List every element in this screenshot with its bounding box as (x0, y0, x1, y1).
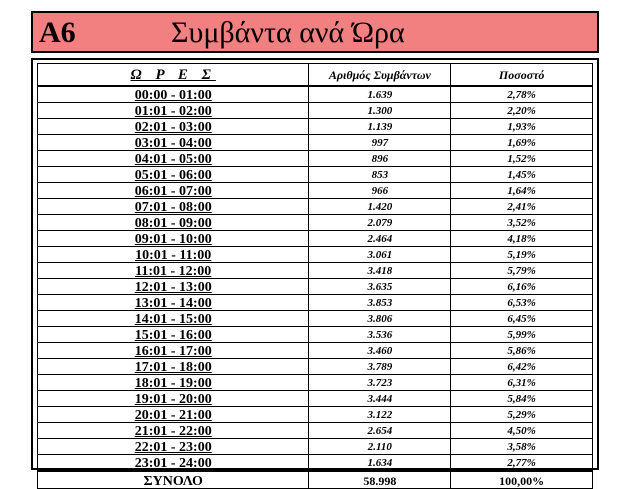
percent-cell: 1,69% (451, 135, 593, 151)
hour-cell: 23:01 - 24:00 (38, 455, 309, 472)
incidents-table (37, 63, 593, 489)
hour-cell: 11:01 - 12:00 (38, 263, 309, 279)
hour-cell: 05:01 - 06:00 (38, 167, 309, 183)
percent-cell: 5,99% (451, 327, 593, 343)
count-cell: 3.460 (309, 343, 451, 359)
table-row (38, 327, 593, 343)
table-row (38, 455, 593, 472)
hour-cell: 08:01 - 09:00 (38, 215, 309, 231)
table-body (38, 86, 593, 471)
percent-cell: 1,93% (451, 119, 593, 135)
header-percent: Ποσοστό (451, 64, 593, 87)
hour-cell: 16:01 - 17:00 (38, 343, 309, 359)
hour-cell: 10:01 - 11:00 (38, 247, 309, 263)
table-row (38, 279, 593, 295)
table-row (38, 103, 593, 119)
table-row (38, 391, 593, 407)
hour-cell: 06:01 - 07:00 (38, 183, 309, 199)
hour-cell: 21:01 - 22:00 (38, 423, 309, 439)
table-row (38, 343, 593, 359)
percent-cell: 5,84% (451, 391, 593, 407)
percent-cell: 5,79% (451, 263, 593, 279)
count-cell: 2.110 (309, 439, 451, 455)
table-row (38, 151, 593, 167)
page-title: Συμβάντα ανά Ώρα (171, 16, 405, 49)
table-row (38, 215, 593, 231)
table-row (38, 247, 593, 263)
hour-cell: 04:01 - 05:00 (38, 151, 309, 167)
total-label: ΣΥΝΟΛΟ (38, 471, 309, 489)
table-row (38, 439, 593, 455)
count-cell: 1.634 (309, 455, 451, 472)
percent-cell: 4,18% (451, 231, 593, 247)
total-count: 58.998 (309, 471, 451, 489)
count-cell: 2.654 (309, 423, 451, 439)
table-row (38, 311, 593, 327)
count-cell: 2.464 (309, 231, 451, 247)
percent-cell: 5,86% (451, 343, 593, 359)
table-row (38, 231, 593, 247)
percent-cell: 1,45% (451, 167, 593, 183)
count-cell: 1.639 (309, 86, 451, 103)
count-cell: 853 (309, 167, 451, 183)
table-row (38, 295, 593, 311)
percent-cell: 6,45% (451, 311, 593, 327)
hour-cell: 03:01 - 04:00 (38, 135, 309, 151)
percent-cell: 5,29% (451, 407, 593, 423)
table-code: A6 (39, 16, 76, 49)
table-row (38, 135, 593, 151)
percent-cell: 1,52% (451, 151, 593, 167)
hour-cell: 01:01 - 02:00 (38, 103, 309, 119)
table-row (38, 199, 593, 215)
count-cell: 966 (309, 183, 451, 199)
hour-cell: 14:01 - 15:00 (38, 311, 309, 327)
count-cell: 997 (309, 135, 451, 151)
table-row (38, 359, 593, 375)
table-row (38, 375, 593, 391)
total-percent: 100,00% (451, 471, 593, 489)
table-row (38, 183, 593, 199)
count-cell: 3.061 (309, 247, 451, 263)
count-cell: 3.723 (309, 375, 451, 391)
hour-cell: 19:01 - 20:00 (38, 391, 309, 407)
table-row (38, 423, 593, 439)
percent-cell: 6,42% (451, 359, 593, 375)
count-cell: 1.300 (309, 103, 451, 119)
count-cell: 2.079 (309, 215, 451, 231)
hour-cell: 13:01 - 14:00 (38, 295, 309, 311)
percent-cell: 6,16% (451, 279, 593, 295)
hour-cell: 07:01 - 08:00 (38, 199, 309, 215)
count-cell: 3.122 (309, 407, 451, 423)
title-bar (31, 11, 599, 53)
percent-cell: 6,53% (451, 295, 593, 311)
hour-cell: 17:01 - 18:00 (38, 359, 309, 375)
hour-cell: 00:00 - 01:00 (38, 86, 309, 103)
header-hours: Ω Ρ Ε Σ (38, 64, 309, 87)
count-cell: 1.139 (309, 119, 451, 135)
percent-cell: 2,41% (451, 199, 593, 215)
table-row (38, 407, 593, 423)
header-row (38, 64, 593, 87)
table-row (38, 167, 593, 183)
header-count: Αριθμός Συμβάντων (309, 64, 451, 87)
count-cell: 3.418 (309, 263, 451, 279)
percent-cell: 3,52% (451, 215, 593, 231)
count-cell: 3.635 (309, 279, 451, 295)
hour-cell: 18:01 - 19:00 (38, 375, 309, 391)
table-row (38, 263, 593, 279)
hour-cell: 20:01 - 21:00 (38, 407, 309, 423)
hour-cell: 09:01 - 10:00 (38, 231, 309, 247)
count-cell: 3.853 (309, 295, 451, 311)
percent-cell: 2,77% (451, 455, 593, 472)
table-row (38, 119, 593, 135)
table-frame (31, 58, 599, 489)
count-cell: 3.806 (309, 311, 451, 327)
percent-cell: 5,19% (451, 247, 593, 263)
hour-cell: 12:01 - 13:00 (38, 279, 309, 295)
count-cell: 3.789 (309, 359, 451, 375)
percent-cell: 1,64% (451, 183, 593, 199)
percent-cell: 2,78% (451, 86, 593, 103)
count-cell: 3.536 (309, 327, 451, 343)
table-row (38, 86, 593, 103)
count-cell: 896 (309, 151, 451, 167)
percent-cell: 2,20% (451, 103, 593, 119)
hour-cell: 02:01 - 03:00 (38, 119, 309, 135)
hour-cell: 22:01 - 23:00 (38, 439, 309, 455)
percent-cell: 3,58% (451, 439, 593, 455)
hour-cell: 15:01 - 16:00 (38, 327, 309, 343)
count-cell: 3.444 (309, 391, 451, 407)
count-cell: 1.420 (309, 199, 451, 215)
percent-cell: 6,31% (451, 375, 593, 391)
percent-cell: 4,50% (451, 423, 593, 439)
